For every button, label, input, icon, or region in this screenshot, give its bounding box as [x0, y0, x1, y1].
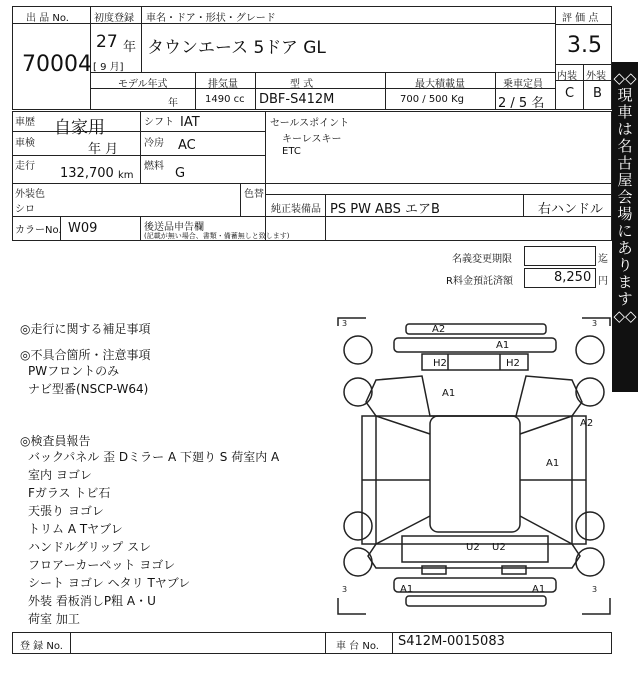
- exterior-grade: B: [593, 86, 602, 101]
- chassis-label: 車 台 No.: [336, 641, 379, 652]
- recycle: 8,250: [554, 270, 592, 285]
- capacity-label: 乗車定員: [503, 79, 543, 90]
- aftermarket-note: (記載が無い場合、書類・備蓄無しと致します): [144, 232, 290, 240]
- interior-grade: C: [565, 86, 575, 101]
- mark-light-r: H2: [506, 358, 520, 369]
- lot-label: 出 品 No.: [26, 13, 69, 24]
- colorchange-label: 色替: [244, 189, 264, 200]
- recycle-unit: 円: [598, 276, 608, 287]
- wheel-rr: [576, 512, 604, 540]
- inspector-title: ◎検査員報告: [20, 434, 91, 448]
- mark-light-l: H2: [433, 358, 447, 369]
- corner-label-bl: 3: [342, 585, 348, 594]
- chassis-no: S412M-0015083: [398, 634, 505, 649]
- inspector-3: Fガラス トビ石: [28, 486, 111, 500]
- color: シロ: [15, 204, 35, 215]
- inspection: 年 月: [88, 142, 119, 157]
- mark-rear-bumper-r: A1: [532, 584, 546, 595]
- reg-month: [ 9 月]: [93, 62, 124, 73]
- reg-label: 初度登録: [94, 13, 134, 24]
- inspector-9: 外装 看板消しP粗 A・U: [28, 594, 156, 608]
- fuel-label: 燃料: [144, 161, 164, 172]
- ac: AC: [178, 138, 196, 153]
- model-year-label: モデル年式: [118, 79, 168, 90]
- reg-year: 27: [96, 32, 118, 52]
- inspection-label: 車検: [15, 138, 35, 149]
- mark-hood: A1: [496, 340, 510, 351]
- aftermarket-label: 後送品申告欄: [144, 222, 204, 233]
- salespoint-1: キーレスキー: [282, 134, 342, 145]
- mark-right-side: A2: [580, 418, 594, 429]
- corner-label-tr: 3: [592, 319, 598, 328]
- type-value: DBF-S412M: [259, 92, 335, 107]
- fuel: G: [175, 166, 186, 181]
- exterior-label: 外装: [586, 71, 606, 82]
- namechange-unit: 迄: [598, 254, 608, 265]
- load: 700 / 500 Kg: [400, 94, 464, 105]
- defect-2: ナビ型番(NSCP-W64): [28, 382, 149, 396]
- shift-label: シフト: [144, 117, 174, 128]
- vehicle-damage-diagram: [336, 316, 612, 628]
- inspector-7: フロアーカーペット ヨゴレ: [28, 558, 176, 572]
- namechange-label: 名義変更期限: [452, 254, 512, 265]
- mileage-label: 走行: [15, 161, 35, 172]
- displacement-label: 排気量: [208, 79, 238, 90]
- type-label: 型 式: [290, 79, 314, 90]
- inspector-8: シート ヨゴレ ヘタリ Tヤブレ: [28, 576, 191, 590]
- recycle-label: R料金預託済額: [446, 276, 513, 287]
- colorno: W09: [68, 221, 98, 236]
- inspector-2: 室内 ヨゴレ: [28, 468, 92, 482]
- corner-label-br: 3: [592, 585, 598, 594]
- history-label: 車歴: [15, 117, 35, 128]
- wheel-rl: [344, 512, 372, 540]
- wheel-fr: [576, 336, 604, 364]
- footer-frame: [12, 632, 612, 654]
- color-label: 外装色: [15, 189, 45, 200]
- shift: IAT: [180, 115, 200, 130]
- score: 3.5: [567, 33, 602, 58]
- wheel-fl: [344, 336, 372, 364]
- inspector-6: ハンドルグリップ スレ: [28, 540, 152, 554]
- colorno-label: カラーNo.: [15, 225, 62, 236]
- venue-banner: ◇◇ 現車は名古屋会場にあります ◇◇: [612, 62, 638, 392]
- inspector-1: バックパネル 歪 Dミラー A 下廻り S 荷室内 A: [28, 450, 280, 464]
- displacement: 1490 cc: [205, 94, 245, 105]
- wheel-rr2: [576, 548, 604, 576]
- ac-label: 冷房: [144, 138, 164, 149]
- equipment-label: 純正装備品: [271, 204, 321, 215]
- reg-year-unit: 年: [123, 40, 137, 55]
- wheel-fr2: [576, 378, 604, 406]
- wheel-fl2: [344, 378, 372, 406]
- inspector-10: 荷室 加工: [28, 612, 80, 626]
- reg-no-label: 登 録 No.: [20, 641, 63, 652]
- load-label: 最大積載量: [415, 79, 465, 90]
- inspector-5: トリム A Tヤブレ: [28, 522, 123, 536]
- lot-number: 70004: [22, 52, 92, 77]
- corner-label-tl: 3: [342, 319, 348, 328]
- interior-label: 内装: [557, 71, 577, 82]
- mark-bumper-front: A2: [432, 324, 446, 335]
- model-year-unit: 年: [168, 98, 178, 109]
- equipment: PS PW ABS エアB: [330, 202, 440, 217]
- score-label: 評 価 点: [562, 13, 599, 24]
- mark-rear-l: U2: [466, 542, 480, 553]
- capacity: 2 / 5 名: [498, 96, 545, 111]
- mark-windshield: A1: [442, 388, 456, 399]
- handle: 右ハンドル: [538, 202, 604, 217]
- inspector-4: 天張り ヨゴレ: [28, 504, 104, 518]
- carname: タウンエース 5ドア GL: [147, 38, 326, 58]
- salespoint-label: セールスポイント: [270, 118, 350, 129]
- driving-title: ◎走行に関する補足事項: [20, 322, 151, 336]
- mark-rear-bumper-l: A1: [400, 584, 414, 595]
- mark-rear-r: U2: [492, 542, 506, 553]
- carname-label: 車名・ドア・形状・グレード: [146, 13, 276, 24]
- defects-title: ◎不具合箇所・注意事項: [20, 348, 151, 362]
- namechange-box: [524, 246, 596, 266]
- history: 自家用: [54, 118, 105, 138]
- wheel-rl2: [344, 548, 372, 576]
- mileage: 132,700: [60, 166, 114, 181]
- salespoint-2: ETC: [282, 146, 301, 157]
- mileage-unit: km: [118, 170, 134, 181]
- mark-right-door: A1: [546, 458, 560, 469]
- defect-1: PWフロントのみ: [28, 364, 120, 378]
